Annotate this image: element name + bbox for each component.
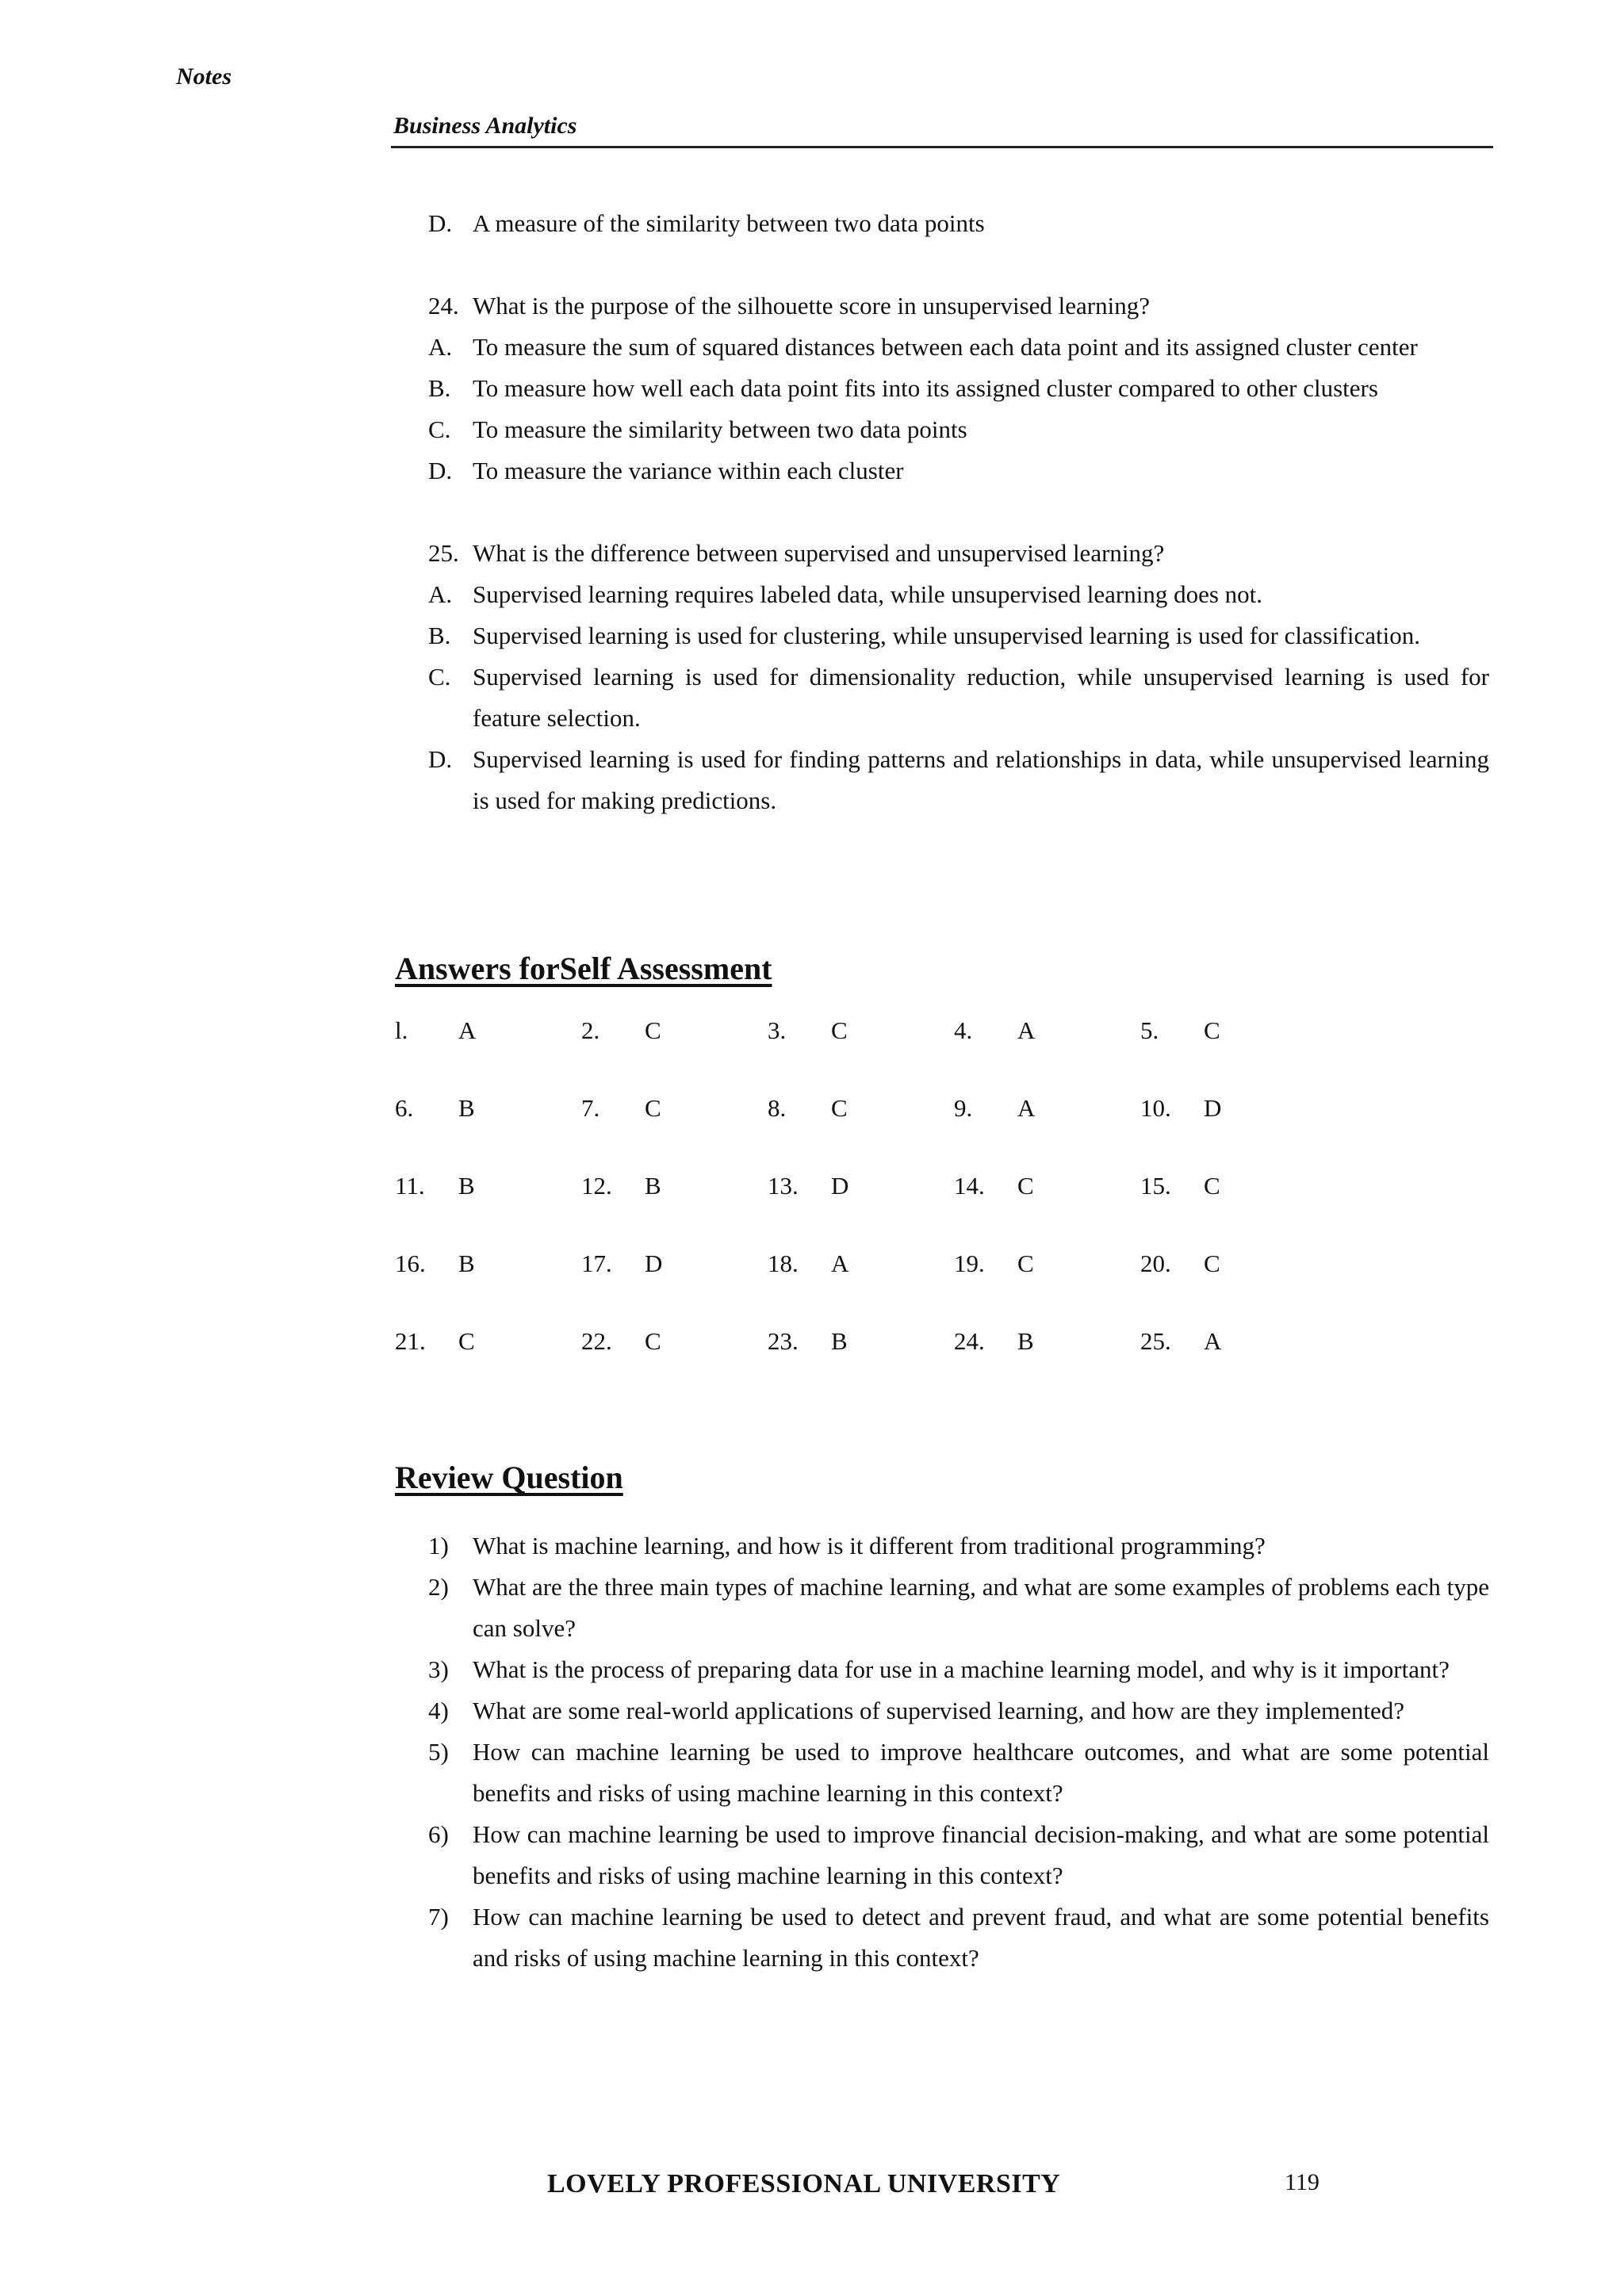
answer-cell (395, 1016, 581, 1094)
review-text: What are the three main types of machine learning, and what are some examples of problems each type can solve? (473, 1573, 1489, 1642)
answer-cell (1140, 1172, 1327, 1249)
margin-notes-label: Notes (176, 63, 232, 90)
answer-row (395, 1249, 1426, 1327)
answer-number: 25. (1140, 1327, 1171, 1355)
answer-number: 6. (395, 1094, 414, 1122)
answer-number: 13. (768, 1172, 799, 1200)
answer-letter: C (831, 1016, 848, 1044)
review-item (428, 1567, 1489, 1649)
question-stem (428, 533, 1489, 574)
option-marker: C. (428, 415, 451, 443)
answer-letter: A (1017, 1016, 1036, 1044)
question-24 (428, 285, 1489, 492)
answer-cell (768, 1172, 954, 1249)
answer-number: 21. (395, 1327, 426, 1355)
question-content (428, 203, 1489, 821)
option-marker: A. (428, 580, 453, 608)
option-text: To measure how well each data point fits into its assigned cluster compared to other clusters (473, 374, 1378, 402)
answer-letter: C (1204, 1016, 1220, 1044)
answer-cell (581, 1016, 768, 1094)
answer-number: 16. (395, 1249, 426, 1277)
answer-number: 10. (1140, 1094, 1171, 1122)
review-item (428, 1732, 1489, 1814)
option-marker: C. (428, 663, 451, 691)
review-text: How can machine learning be used to improve healthcare outcomes, and what are some potential benefits and risks of using machine learning in this context? (473, 1738, 1489, 1807)
option-b (428, 368, 1489, 409)
option-text: Supervised learning is used for dimensionality reduction, while unsupervised learning is used for feature selection. (473, 663, 1489, 732)
review-question-list (428, 1525, 1489, 1979)
answer-number: 9. (954, 1094, 973, 1122)
answer-number: 5. (1140, 1016, 1159, 1044)
answer-number: 11. (395, 1172, 425, 1200)
answer-cell (954, 1016, 1140, 1094)
answer-cell (395, 1249, 581, 1327)
option-marker: B. (428, 374, 451, 402)
answer-cell (581, 1327, 768, 1405)
answer-number: 18. (768, 1249, 799, 1277)
answer-row (395, 1172, 1426, 1249)
answer-cell (768, 1016, 954, 1094)
review-text: What is the process of preparing data for use in a machine learning model, and why is it important? (473, 1655, 1450, 1683)
option-a (428, 327, 1489, 368)
answers-section-title: Answers forSelf Assessment (395, 951, 772, 986)
answer-cell (768, 1249, 954, 1327)
footer-university: LOVELY PROFESSIONAL UNIVERSITY (547, 2169, 1061, 2198)
answer-key-grid (395, 1016, 1426, 1405)
answer-cell (954, 1249, 1140, 1327)
answer-letter: D (1204, 1094, 1222, 1122)
option-text: Supervised learning is used for finding patterns and relationships in data, while unsupervised learning is used for making predictions. (473, 745, 1489, 814)
answer-letter: A (831, 1249, 849, 1277)
option-text: To measure the sum of squared distances between each data point and its assigned cluster center (473, 333, 1418, 361)
running-header-title: Business Analytics (393, 113, 577, 139)
answer-cell (768, 1094, 954, 1172)
answer-letter: B (831, 1327, 848, 1355)
option-c (428, 409, 1489, 450)
option-b (428, 615, 1489, 656)
answer-number: 23. (768, 1327, 799, 1355)
answer-cell (954, 1172, 1140, 1249)
answer-letter: A (1204, 1327, 1222, 1355)
review-item (428, 1690, 1489, 1732)
answer-cell (395, 1094, 581, 1172)
answer-row (395, 1094, 1426, 1172)
answer-letter: A (458, 1016, 477, 1044)
answer-number: 14. (954, 1172, 985, 1200)
option-marker: B. (428, 622, 451, 649)
review-marker: 1) (428, 1532, 449, 1559)
answer-cell (581, 1249, 768, 1327)
answer-letter: C (645, 1327, 661, 1355)
review-marker: 6) (428, 1820, 449, 1848)
option-d (428, 739, 1489, 821)
answer-cell (1140, 1249, 1327, 1327)
answer-letter: C (1204, 1249, 1220, 1277)
answer-letter: C (458, 1327, 475, 1355)
review-item (428, 1814, 1489, 1896)
answer-letter: B (458, 1249, 475, 1277)
option-c (428, 656, 1489, 739)
answer-cell (581, 1172, 768, 1249)
option-marker: D. (428, 209, 453, 237)
option-text: Supervised learning is used for clustering, while unsupervised learning is used for classification. (473, 622, 1420, 649)
answer-letter: C (1017, 1172, 1034, 1200)
review-marker: 5) (428, 1738, 449, 1766)
review-marker: 3) (428, 1655, 449, 1683)
answer-number: l. (395, 1016, 408, 1044)
answer-row (395, 1016, 1426, 1094)
answer-letter: D (831, 1172, 849, 1200)
option-text: To measure the similarity between two data points (473, 415, 967, 443)
answer-number: 20. (1140, 1249, 1171, 1277)
answer-letter: C (1017, 1249, 1034, 1277)
answer-letter: B (1017, 1327, 1034, 1355)
answer-cell (395, 1327, 581, 1405)
answer-number: 8. (768, 1094, 787, 1122)
review-text: What is machine learning, and how is it different from traditional programming? (473, 1532, 1266, 1559)
answer-number: 7. (581, 1094, 600, 1122)
answer-cell (768, 1327, 954, 1405)
answer-number: 22. (581, 1327, 612, 1355)
answer-letter: B (458, 1172, 475, 1200)
answer-number: 17. (581, 1249, 612, 1277)
answer-number: 12. (581, 1172, 612, 1200)
answer-letter: D (645, 1249, 663, 1277)
review-text: How can machine learning be used to detect and prevent fraud, and what are some potential benefits and risks of using machine learning in this context? (473, 1903, 1489, 1972)
review-item (428, 1525, 1489, 1567)
question-text: What is the purpose of the silhouette score in unsupervised learning? (473, 292, 1150, 320)
answer-letter: C (831, 1094, 848, 1122)
answer-row (395, 1327, 1426, 1405)
option-text: Supervised learning requires labeled data, while unsupervised learning does not. (473, 580, 1263, 608)
review-section-title: Review Question (395, 1460, 623, 1495)
question-number: 25. (428, 539, 459, 567)
answer-letter: B (645, 1172, 661, 1200)
question-text: What is the difference between supervised and unsupervised learning? (473, 539, 1165, 567)
review-item (428, 1896, 1489, 1979)
review-marker: 7) (428, 1903, 449, 1931)
answer-cell (581, 1094, 768, 1172)
answer-cell (954, 1327, 1140, 1405)
answer-number: 24. (954, 1327, 985, 1355)
answer-cell (954, 1094, 1140, 1172)
review-marker: 4) (428, 1697, 449, 1724)
answer-letter: C (1204, 1172, 1220, 1200)
answer-letter: B (458, 1094, 475, 1122)
review-text: What are some real-world applications of supervised learning, and how are they implemented? (473, 1697, 1404, 1724)
option-d (428, 450, 1489, 492)
continued-option (428, 203, 1489, 244)
answer-cell (1140, 1016, 1327, 1094)
review-item (428, 1649, 1489, 1690)
answer-cell (1140, 1094, 1327, 1172)
answer-number: 4. (954, 1016, 973, 1044)
answer-number: 15. (1140, 1172, 1171, 1200)
answer-letter: A (1017, 1094, 1036, 1122)
answer-letter: C (645, 1016, 661, 1044)
option-marker: D. (428, 745, 453, 773)
review-marker: 2) (428, 1573, 449, 1601)
answer-cell (395, 1172, 581, 1249)
header-rule (391, 146, 1493, 148)
option-marker: A. (428, 333, 453, 361)
answer-number: 2. (581, 1016, 600, 1044)
answer-number: 3. (768, 1016, 787, 1044)
review-text: How can machine learning be used to improve financial decision-making, and what are some potential benefits and risks of using machine learning in this context? (473, 1820, 1489, 1889)
option-text: To measure the variance within each cluster (473, 457, 904, 484)
answer-cell (1140, 1327, 1327, 1405)
answer-number: 19. (954, 1249, 985, 1277)
question-stem (428, 285, 1489, 327)
option-a (428, 574, 1489, 615)
option-marker: D. (428, 457, 453, 484)
question-25 (428, 533, 1489, 821)
question-number: 24. (428, 292, 459, 320)
page-number: 119 (1285, 2169, 1320, 2195)
answer-letter: C (645, 1094, 661, 1122)
option-text: A measure of the similarity between two data points (473, 209, 985, 237)
